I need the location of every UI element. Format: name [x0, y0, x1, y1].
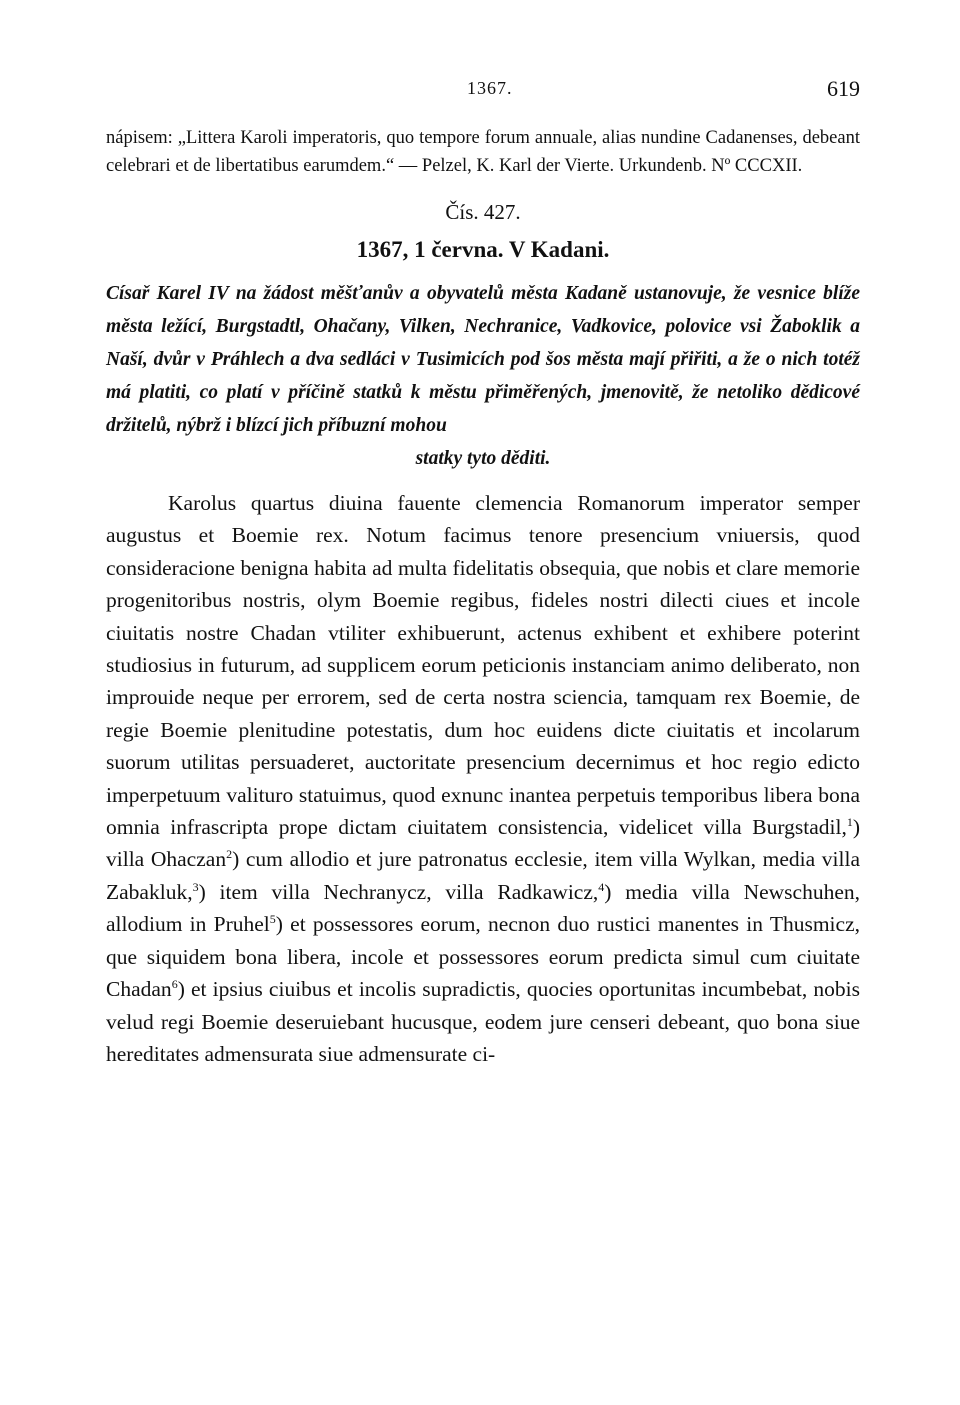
running-head: [106, 70, 860, 110]
footnote-mark: 1: [846, 814, 853, 829]
charter-text-segment: ) et ipsius ciuibus et incolis supradictis, quocies oportunitas incumbebat, nobis velud regi Boemie deseruiebant hucusque, eodem jure censeri debeant, quo bona siue hereditates admensurata siue admensurate ci-: [106, 977, 860, 1066]
charter-text: [106, 487, 860, 1070]
charter-text-segment: ) et possessores eorum, necnon duo rustici manentes in Thusmicz, que siquidem bona libera, incole et possessores eorum predicta simul cum ciuitate Chadan: [106, 912, 860, 1002]
charter-text-segment: Karolus quartus diuina fauente clemencia Romanorum imperator semper augustus et Boemie rex. Notum facimus tenore presencium vniuersis, quod consideracione benigna habita ad multa fidelitatis obsequia, que nobis et clare memorie progenitoribus nostris, olym Boemie regibus, fideles nostri dilecti ciues et incole ciuitatis nostre Chadan vtiliter exhibuerunt, actenus exhibent et exhibere poterint studiosius in futurum, ad supplicem eorum peticionis instanciam animo deliberato, non improuide neque per errorem, sed de certa nostra sciencia, tamquam rex Boemie, de regie Boemie plenitudine potestatis, dum hoc euidens dicte ciuitatis et incolarum suorum utilitas persuaderet, auctoritate presencium decernimus et hoc regio edicto imperpetuum valituro statuimus, quod exnunc inantea perpetuis temporibus libera bona omnia infrascripta prope dictam ciuitatem consistencia, videlicet villa Burgstadil,: [106, 491, 860, 840]
footnote-mark: 2: [226, 847, 233, 862]
footnote-mark: 6: [171, 976, 178, 991]
page-number: 619: [827, 76, 860, 101]
footnote-mark: 3: [192, 879, 199, 894]
running-head-year: 1367.: [467, 78, 513, 98]
regest-summary-last-line: statky tyto děditi.: [415, 448, 551, 469]
charter-text-segment: ) cum allodio et jure patronatus ecclesie, item villa Wylkan, media villa Zabakluk,: [106, 847, 860, 904]
charter-text-segment: ) media villa Newschuhen, allodium in Pruhel: [106, 879, 860, 937]
footnote-mark: 4: [598, 879, 605, 894]
charter-text-segment: ) item villa Nechranycz, villa Radkawicz,: [198, 879, 599, 904]
intro-paragraph: nápisem: „Littera Karoli imperatoris, quo tempore forum annuale, alias nundine Cadanenses, debeant celebrari et de libertatibus earumdem.“ — Pelzel, K. Karl der Vierte. Urkundenb. Nº CCCXII.: [106, 128, 860, 176]
footnote-mark: 5: [269, 912, 276, 927]
charter-paragraph: [106, 487, 860, 1070]
regest-summary: Císař Karel IV na žádost měšťanův a obyvatelů města Kadaně ustanovuje, že vesnice blíže města ležící, Burgstadtl, Ohačany, Vilken, Nechranice, Vadkovice, polovice vsi Žaboklik a Naší, dvůr v Práhlech a dva sedláci v Tusimicích pod šos města mají přiřiti, a že o nich totéž má platiti, co platí v příčině statků k městu přiměřených, jmenovitě, že netoliko dědicové držitelů, nýbrž i blízcí jich příbuzní mohou: [106, 283, 860, 436]
document-number: Čís. 427.: [445, 200, 521, 224]
charter-text-segment: ) villa Ohaczan: [106, 815, 860, 872]
document-date-place: 1367, 1 června. V Kadani.: [356, 237, 610, 262]
